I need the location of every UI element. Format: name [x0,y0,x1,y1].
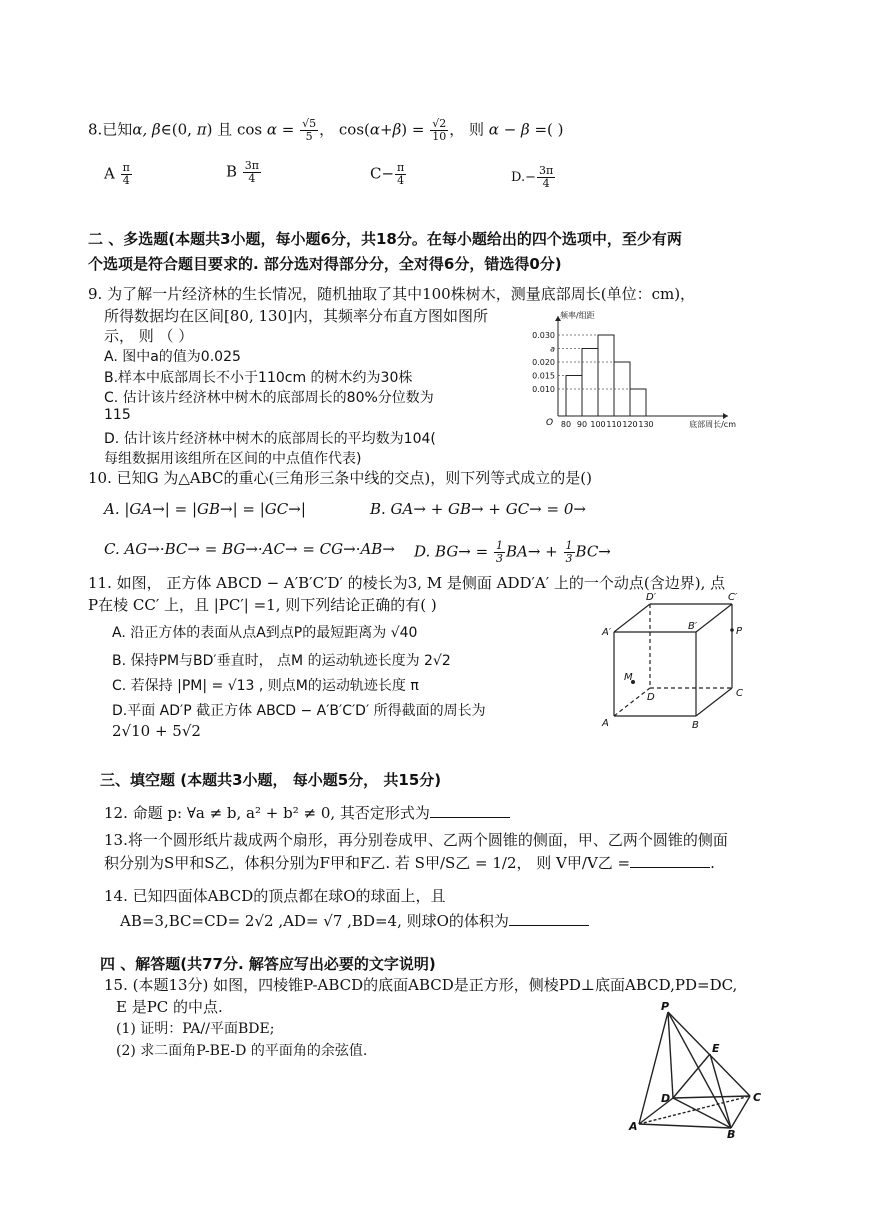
x-axis-arrow [723,413,728,419]
q10-option-a: A. |GA→| = |GB→| = |GC→| [104,500,306,518]
q9-option-c-line1: C. 估计该片经济林中树木的底部周长的80%分位数为 [104,390,434,406]
y-tick-label: a [550,344,555,354]
x-tick-label: 80 [560,420,572,429]
x-tick-label: 100 [590,420,606,429]
cube-label-b-prime: B′ [688,621,698,632]
q9-option-a: A. 图中a的值为0.025 [104,349,241,365]
q9-line2: 所得数据均在区间[80, 130]内，其频率分布直方图如图所 [104,307,488,325]
cube-label-a-prime: A′ [602,627,612,638]
cube-label-c: C [736,688,743,699]
q10-stem: 10. 已知G 为△ABC的重心(三角形三条中线的交点)，则下列等式成立的是() [88,469,592,487]
section3-heading: 三、填空题 (本题共3小题， 每小题5分， 共15分) [100,771,442,789]
q15-line2: E 是PC 的中点. [116,998,223,1016]
q11-line2: P在棱 CC′ 上，且 |PC′| =1, 则下列结论正确的有( ) [88,596,437,614]
section2-heading-line2: 个选项是符合题目要求的. 部分选对得部分分，全对得6分，错选得0分) [88,255,562,273]
q10-option-c: C. AG→·BC→ = BG→·AC→ = CG→·AB→ [104,540,395,558]
x-axis-label: 底部周长/cm [689,420,736,429]
histogram-bar [566,376,582,417]
q15-line1: 15. (本题13分) 如图，四棱锥P-ABCD的底面ABCD是正方形，侧棱PD⊥底面ABCD,PD=DC, [104,976,738,994]
pyramid-label-d: D [661,1092,671,1105]
section4-heading: 四 、解答题(共77分. 解答应写出必要的文字说明) [100,955,436,973]
q15-part2: (2) 求二面角P-BE-D 的平面角的余弦值. [116,1043,368,1059]
cube-label-d: D [647,692,655,703]
q8-option-a: A $\frac{\pi}{4}$ [104,161,130,187]
q8-stem: 8.已知α, β∈(0, π) 且 cos α = $\frac{√5}{5}$ ， cos(α+β) = $\frac{√2}{10}$ ， 则 α − β =( ) [88,117,564,143]
section2-heading-line1: 二 、多选题(本题共3小题，每小题6分，共18分。在每小题给出的四个选项中，至少有两 [88,230,682,248]
y-tick-label: 0.010 [532,385,555,394]
origin-label: O [546,418,554,428]
y-tick-label: 0.020 [532,358,555,367]
q12-text [104,802,510,823]
q11-option-d-line2: 2√10 + 5√2 [112,722,201,740]
q15-part1: (1) 证明：PA//平面BDE; [116,1021,275,1037]
histogram-bar [598,335,614,416]
point-p [730,628,734,632]
pyramid-label-a: A [629,1120,638,1133]
y-tick-label: 0.030 [532,331,555,340]
pyramid-label-p: P [661,1000,670,1013]
q14-line2-text: AB=3,BC=CD= 2√2 ,AD= √7 ,BD=4, 则球O的体积为 [120,912,509,930]
x-tick-label: 120 [622,420,638,429]
q8-option-d: D.− $\frac{3\pi}{4}$ [511,164,554,190]
q13-line1: 13.将一个圆形纸片裁成两个扇形，再分别卷成甲、乙两个圆锥的侧面，甲、乙两个圆锥的侧面 [104,831,728,849]
pyramid-figure [625,1000,770,1140]
q14-line1: 14. 已知四面体ABCD的顶点都在球O的球面上，且 [104,887,446,905]
q11-option-d-line1: D.平面 AD′P 截正方体 ABCD − A′B′C′D′ 所得截面的周长为 [112,703,486,719]
q8-option-c: C− $\frac{\pi}{4}$ [370,161,405,187]
x-tick-label: 110 [606,420,622,429]
q9-line1: 9. 为了解一片经济林的生长情况，随机抽取了其中100株树木，测量底部周长(单位：cm)， [88,285,696,303]
cube-label-c-prime: C′ [728,592,738,603]
frequency-histogram [522,308,737,438]
q11-option-c: C. 若保持 |PM| = √13 , 则点M的运动轨迹长度 π [112,678,419,694]
cube-label-b: B [692,720,699,731]
q9-option-d-line2: 每组数据用该组所在区间的中点值作代表) [104,451,362,467]
y-tick-label: 0.015 [532,371,555,381]
q9-option-d-line1: D. 估计该片经济林中树木的底部周长的平均数为104( [104,431,436,447]
cube-label-m: M [624,672,633,683]
cube-label-d-prime: D′ [646,592,656,603]
q13-line2: 积分别为S甲和S乙，体积分别为F甲和F乙. 若 S甲/S乙 = 1/2， 则 V甲/V乙 = . [104,854,715,872]
y-axis-label: 频率/组距 [560,311,595,320]
histogram-bar [630,389,646,416]
q9-option-c-line2: 115 [104,407,131,423]
histogram-bar [582,349,598,417]
q11-option-a: A. 沿正方体的表面从点A到点P的最短距离为 √40 [112,625,418,641]
x-tick-label: 130 [638,420,654,429]
pyramid-label-e: E [712,1042,720,1055]
x-tick-label: 90 [576,420,588,429]
q10-option-d: D. BG→ = $\frac{1}{3}$ BA→ + $\frac{1}{3}$ BC→ [414,539,611,565]
q11-line1: 11. 如图， 正方体 ABCD − A′B′C′D′ 的棱长为3, M 是侧面 ADD′A′ 上的一个动点(含边界), 点 [88,574,726,592]
q13-line2-text: 积分别为S甲和S乙，体积分别为F甲和F乙. 若 S甲/S乙 = 1/2， 则 V甲/V乙 = [104,854,631,872]
cube-label-p: P [736,626,743,637]
cube-figure [598,588,758,736]
q9-line3: 示， 则 （ ） [104,327,194,345]
pyramid-label-c: C [753,1091,762,1104]
cube-label-a: A [602,718,609,729]
pyramid-label-b: B [727,1128,736,1140]
q9-option-b: B.样本中底部周长不小于110cm 的树木约为30株 [104,370,413,386]
q12-stem: 12. 命题 p: ∀a ≠ b, a² + b² ≠ 0, 其否定形式为 [104,804,430,822]
q8-option-b: B $\frac{3\pi}{4}$ [226,159,260,185]
q11-option-b: B. 保持PM与BD′垂直时， 点M 的运动轨迹长度为 2√2 [112,653,451,669]
q14-line2 [120,910,589,931]
q10-option-b: B. GA→ + GB→ + GC→ = 0→ [370,500,586,518]
